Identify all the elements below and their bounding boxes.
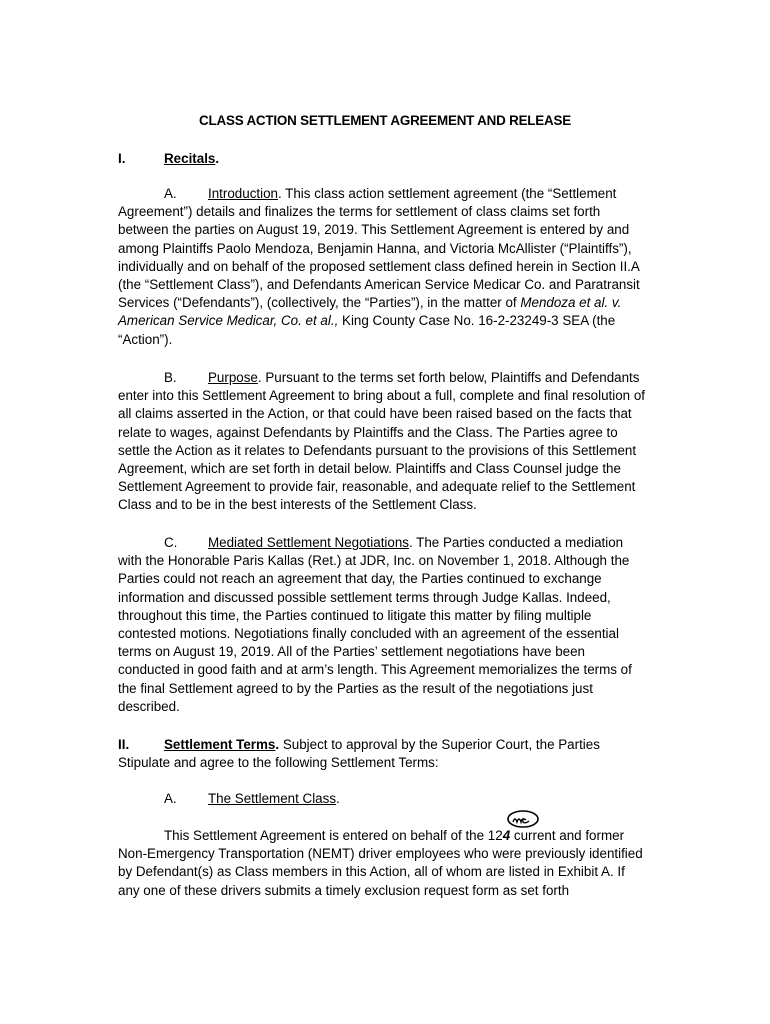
section-1-heading: I. Recitals. [118,150,219,168]
case-name: Mendoza et al. v. American Service Medicar, Co. et al., [118,295,622,329]
section-1-number: I. [118,151,126,166]
paragraph-b-letter: B. [164,370,177,385]
paragraph-purpose: B. Purpose. Pursuant to the terms set forth below, Plaintiffs and Defendants enter into this Settlement Agreement to bring about a full, complete and final resolution of all claims asserted in the Action, or that could have been raised based on the facts that relate to wages, against Defendants by Plaintiffs and the Class. The Parties agree to settle the Action as it relates to Defendants pursuant to the provisions of this Settlement Agreement, which are set forth in detail below. Plaintiffs and Class Counsel judge the Settlement Agreement to provide fair, reasonable, and adequate relief to the Settlement Class and to be in the best interests of the Settlement Class. [118,370,646,513]
paragraph-c-letter: C. [164,535,178,550]
document-title: CLASS ACTION SETTLEMENT AGREEMENT AND RELEASE [199,113,571,128]
paragraph-a-letter: A. [164,186,177,201]
section-2-number: II. [118,737,130,752]
handwritten-initials-icon [506,809,540,829]
paragraph-settlement-class-heading: A. The Settlement Class. [118,790,648,808]
paragraph-ii-a-letter: A. [164,791,177,806]
negotiations-heading: Mediated Settlement Negotiations [208,535,409,550]
paragraph-settlement-class: This Settlement Agreement is entered on behalf of the 124 current and former Non-Emergency Transportation (NEMT) driver employees who were previously identified by Defendant(s) as Class members in this Action, all of whom are listed in Exhibit A. If any one of these drivers submits a timely exclusion request form as set forth [118,828,643,898]
paragraph-introduction: A. Introduction. This class action settlement agreement (the “Settlement Agreement”) details and finalizes the terms for settlement of class claims set forth between the parties on August 19, 2019. This Settlement Agreement is entered by and among Plaintiffs Paolo Mendoza, Benjamin Hanna, and Victoria McAllister (“Plaintiffs”), individually and on behalf of the proposed settlement class defined herein in Section II.A (the “Settlement Class”), and Defendants American Service Medicar Co. and Paratransit Services (“Defendants”), (collectively, the “Parties”), in the matter of Mendoza et al. v. American Service Medicar, Co. et al., King County Case No. 16-2-23249-3 SEA (the “Action”). [118,186,640,347]
paragraph-negotiations: C. Mediated Settlement Negotiations. The Parties conducted a mediation with the Honorable Paris Kallas (Ret.) at JDR, Inc. on November 1, 2018. Although the Parties could not reach an agreement that day, the Parties continued to exchange information and discussed possible settlement terms through Judge Kallas. Indeed, throughout this time, the Parties continued to litigate this matter by filing multiple contested motions. Negotiations finally concluded with an agreement of the essential terms on August 19, 2019. All of the Parties’ settlement negotiations have been conducted in good faith and at arm’s length. This Agreement memorializes the terms of the final Settlement agreed to by the Parties as the result of the negotiations just described. [118,535,632,714]
settlement-class-heading: The Settlement Class [208,791,337,806]
purpose-heading: Purpose [208,370,258,385]
introduction-heading: Introduction [208,186,278,201]
section-1-label: Recitals [164,151,216,166]
section-2-label: Settlement Terms [164,737,276,752]
section-2-paragraph: II. Settlement Terms. Subject to approval by the Superior Court, the Parties Stipulate and agree to the following Settlement Terms: [118,737,600,771]
handwritten-digit: 4 [502,828,511,843]
